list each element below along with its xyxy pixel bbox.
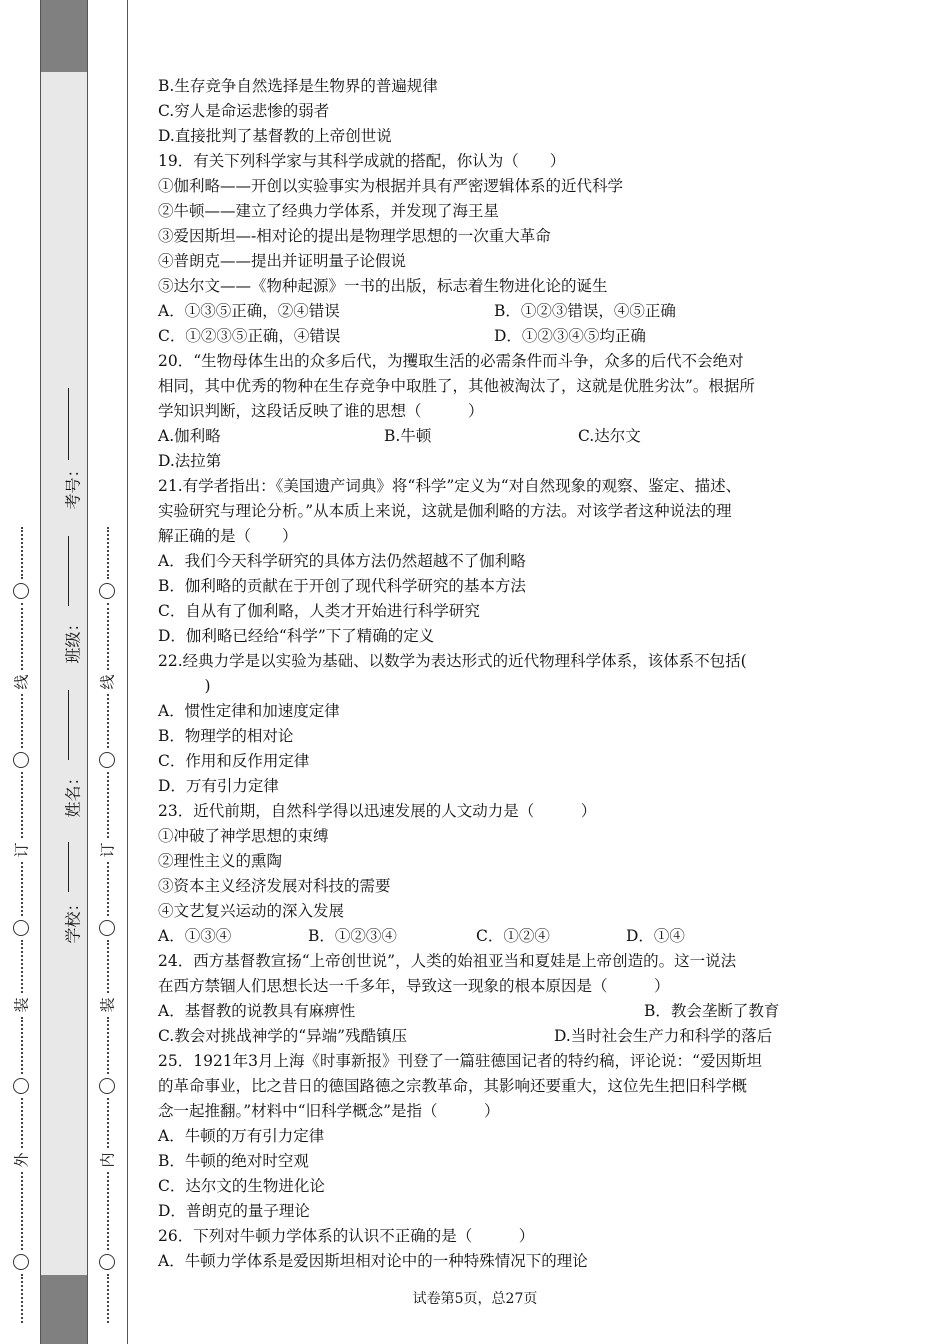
seal-char: 线 xyxy=(98,674,117,690)
option-item: A．基督教的说教具有麻痹性 xyxy=(158,1002,356,1020)
text-line: 20．“生物母体生出的众多后代，为攫取生活的必需条件而斗争，众多的后代不会绝对 xyxy=(158,352,744,370)
text-line: D．万有引力定律 xyxy=(158,777,279,795)
info-label: 姓名： xyxy=(63,769,83,818)
dotted-line xyxy=(107,940,109,993)
text-line: D．伽利略已经给“科学”下了精确的定义 xyxy=(158,627,435,645)
text-line: ④普朗克——提出并证明量子论假说 xyxy=(158,252,407,270)
info-fill-line[interactable] xyxy=(68,690,69,760)
text-line: 的革命事业，比之昔日的德国路德之宗教革命，其影响还要重大，这位先生把旧科学概 xyxy=(158,1077,748,1095)
text-line: C.穷人是命运悲惨的弱者 xyxy=(158,102,330,120)
dotted-line xyxy=(21,1098,23,1148)
binding-strip xyxy=(40,0,88,1344)
text-line: ②牛顿——建立了经典力学体系，并发现了海王星 xyxy=(158,202,500,220)
seal-char: 订 xyxy=(98,842,117,858)
text-line: 25．1921年3月上海《时事新报》刊登了一篇驻德国记者的特约稿，评论说：“爱因斯坦 xyxy=(158,1052,762,1070)
text-line: 19．有关下列科学家与其科学成就的搭配，你认为（ ） xyxy=(158,152,566,170)
seal-char: 内 xyxy=(98,1152,117,1168)
seal-circle xyxy=(99,920,115,936)
seal-circle xyxy=(13,1254,29,1270)
option-item: B．①②③④ xyxy=(308,927,397,945)
option-item: A.伽利略 xyxy=(158,427,221,445)
options-row xyxy=(158,999,798,1024)
text-line: 21.有学者指出：《美国遗产词典》将“科学”定义为“对自然现象的观察、鉴定、描述、 xyxy=(158,477,742,495)
text-line: D．普朗克的量子理论 xyxy=(158,1202,310,1220)
info-fill-line[interactable] xyxy=(68,842,69,892)
seal-circle xyxy=(13,752,29,768)
text-line: ④文艺复兴运动的深入发展 xyxy=(158,902,345,920)
options-row xyxy=(158,424,798,449)
dotted-line xyxy=(107,694,109,748)
text-line: 23．近代前期，自然科学得以迅速发展的人文动力是（ ） xyxy=(158,802,597,820)
info-fill-line[interactable] xyxy=(68,388,69,460)
seal-char: 装 xyxy=(98,997,117,1013)
option-item: A．①③④ xyxy=(158,927,232,945)
text-line: ③爱因斯坦—-相对论的提出是物理学思想的一次重大革命 xyxy=(158,227,551,245)
info-fill-line[interactable] xyxy=(68,536,69,606)
dotted-line xyxy=(107,603,109,670)
text-line: B.生存竞争自然选择是生物界的普遍规律 xyxy=(158,77,438,95)
options-row xyxy=(158,924,798,949)
text-line: C．作用和反作用定律 xyxy=(158,752,310,770)
dotted-line xyxy=(21,862,23,916)
text-line: ②理性主义的熏陶 xyxy=(158,852,283,870)
binding-border-line xyxy=(127,0,128,1344)
text-line: A．牛顿力学体系是爱因斯坦相对论中的一种特殊情况下的理论 xyxy=(158,1252,588,1270)
text-line: C．达尔文的生物进化论 xyxy=(158,1177,325,1195)
option-item: B.牛顿 xyxy=(384,427,432,445)
seal-circle xyxy=(99,1254,115,1270)
dotted-line xyxy=(21,694,23,748)
text-line: A．我们今天科学研究的具体方法仍然超越不了伽利略 xyxy=(158,552,526,570)
options-row xyxy=(158,324,798,349)
page-footer: 试卷第5页，总27页 xyxy=(412,1291,538,1307)
question-content xyxy=(158,74,798,1274)
text-line: ①冲破了神学思想的束缚 xyxy=(158,827,329,845)
info-label: 考号： xyxy=(63,461,83,510)
option-item: C.达尔文 xyxy=(578,427,641,445)
dotted-line xyxy=(21,1172,23,1250)
seal-circle xyxy=(99,583,115,599)
text-line: ③资本主义经济发展对科技的需要 xyxy=(158,877,391,895)
options-row xyxy=(158,1024,798,1049)
text-line: 解正确的是（ ） xyxy=(158,527,298,545)
dotted-line xyxy=(107,1172,109,1250)
seal-circle xyxy=(99,752,115,768)
inner-seal-line xyxy=(96,0,120,1344)
seal-circle xyxy=(13,920,29,936)
text-line: A．惯性定律和加速度定律 xyxy=(158,702,340,720)
outer-seal-line xyxy=(10,0,34,1344)
option-item: D．①④ xyxy=(626,927,685,945)
seal-char: 订 xyxy=(12,842,31,858)
text-line: 24．西方基督教宣扬“上帝创世说”，人类的始祖亚当和夏娃是上帝创造的。这一说法 xyxy=(158,952,737,970)
text-line: 念一起推翻。”材料中“旧科学概念”是指（ ） xyxy=(158,1102,500,1120)
text-line: 26．下列对牛顿力学体系的认识不正确的是（ ） xyxy=(158,1227,535,1245)
text-line: 相同，其中优秀的物种在生存竞争中取胜了，其他被淘汰了，这就是优胜劣汰”。根据所 xyxy=(158,377,755,395)
text-line: C．自从有了伽利略，人类才开始进行科学研究 xyxy=(158,602,480,620)
text-line: 在西方禁锢人们思想长达一千多年，导致这一现象的根本原因是（ ） xyxy=(158,977,670,995)
dotted-line xyxy=(107,1017,109,1074)
option-item: A．①③⑤正确，②④错误 xyxy=(158,302,340,320)
text-line: D.法拉第 xyxy=(158,452,222,470)
text-line: ①伽利略——开创以实验事实为根据并具有严密逻辑体系的近代科学 xyxy=(158,177,624,195)
text-line: 实验研究与理论分析。”从本质上来说，这就是伽利略的方法。对该学者这种说法的理 xyxy=(158,502,732,520)
dotted-line xyxy=(107,527,109,579)
seal-circle xyxy=(13,1078,29,1094)
seal-char: 外 xyxy=(12,1152,31,1168)
binding-strip-bottom-block xyxy=(40,1275,88,1344)
binding-strip-top-block xyxy=(40,0,88,72)
text-line: B．物理学的相对论 xyxy=(158,727,294,745)
info-label: 班级： xyxy=(63,615,83,664)
text-line: ⑤达尔文——《物种起源》一书的出版，标志着生物进化论的诞生 xyxy=(158,277,608,295)
dotted-line xyxy=(107,1098,109,1148)
text-line: 学知识判断，这段话反映了谁的思想（ ） xyxy=(158,402,484,420)
text-line: D.直接批判了基督教的上帝创世说 xyxy=(158,127,392,145)
seal-circle xyxy=(13,583,29,599)
dotted-line xyxy=(21,940,23,993)
options-row xyxy=(158,299,798,324)
option-item: C．①②④ xyxy=(476,927,550,945)
text-line: ) xyxy=(158,677,211,695)
dotted-line xyxy=(107,772,109,838)
dotted-line xyxy=(21,527,23,579)
option-item: C．①②③⑤正确，④错误 xyxy=(158,327,341,345)
text-line: 22.经典力学是以实验为基础、以数学为表达形式的近代物理科学体系，该体系不包括( xyxy=(158,652,747,670)
seal-char: 线 xyxy=(12,674,31,690)
option-item: D.当时社会生产力和科学的落后 xyxy=(554,1027,773,1045)
text-line: B．牛顿的绝对时空观 xyxy=(158,1152,309,1170)
dotted-line xyxy=(21,1017,23,1074)
seal-circle xyxy=(99,1078,115,1094)
option-item: B．①②③错误，④⑤正确 xyxy=(494,302,676,320)
info-label: 学校： xyxy=(63,895,83,944)
option-item: B．教会垄断了教育 xyxy=(644,1002,780,1020)
seal-char: 装 xyxy=(12,997,31,1013)
text-line: A．牛顿的万有引力定律 xyxy=(158,1127,325,1145)
dotted-line xyxy=(107,862,109,916)
dotted-line xyxy=(21,772,23,838)
option-item: C.教会对挑战神学的“异端”残酷镇压 xyxy=(158,1027,408,1045)
text-line: B．伽利略的贡献在于开创了现代科学研究的基本方法 xyxy=(158,577,526,595)
dotted-line xyxy=(21,603,23,670)
option-item: D．①②③④⑤均正确 xyxy=(494,327,646,345)
